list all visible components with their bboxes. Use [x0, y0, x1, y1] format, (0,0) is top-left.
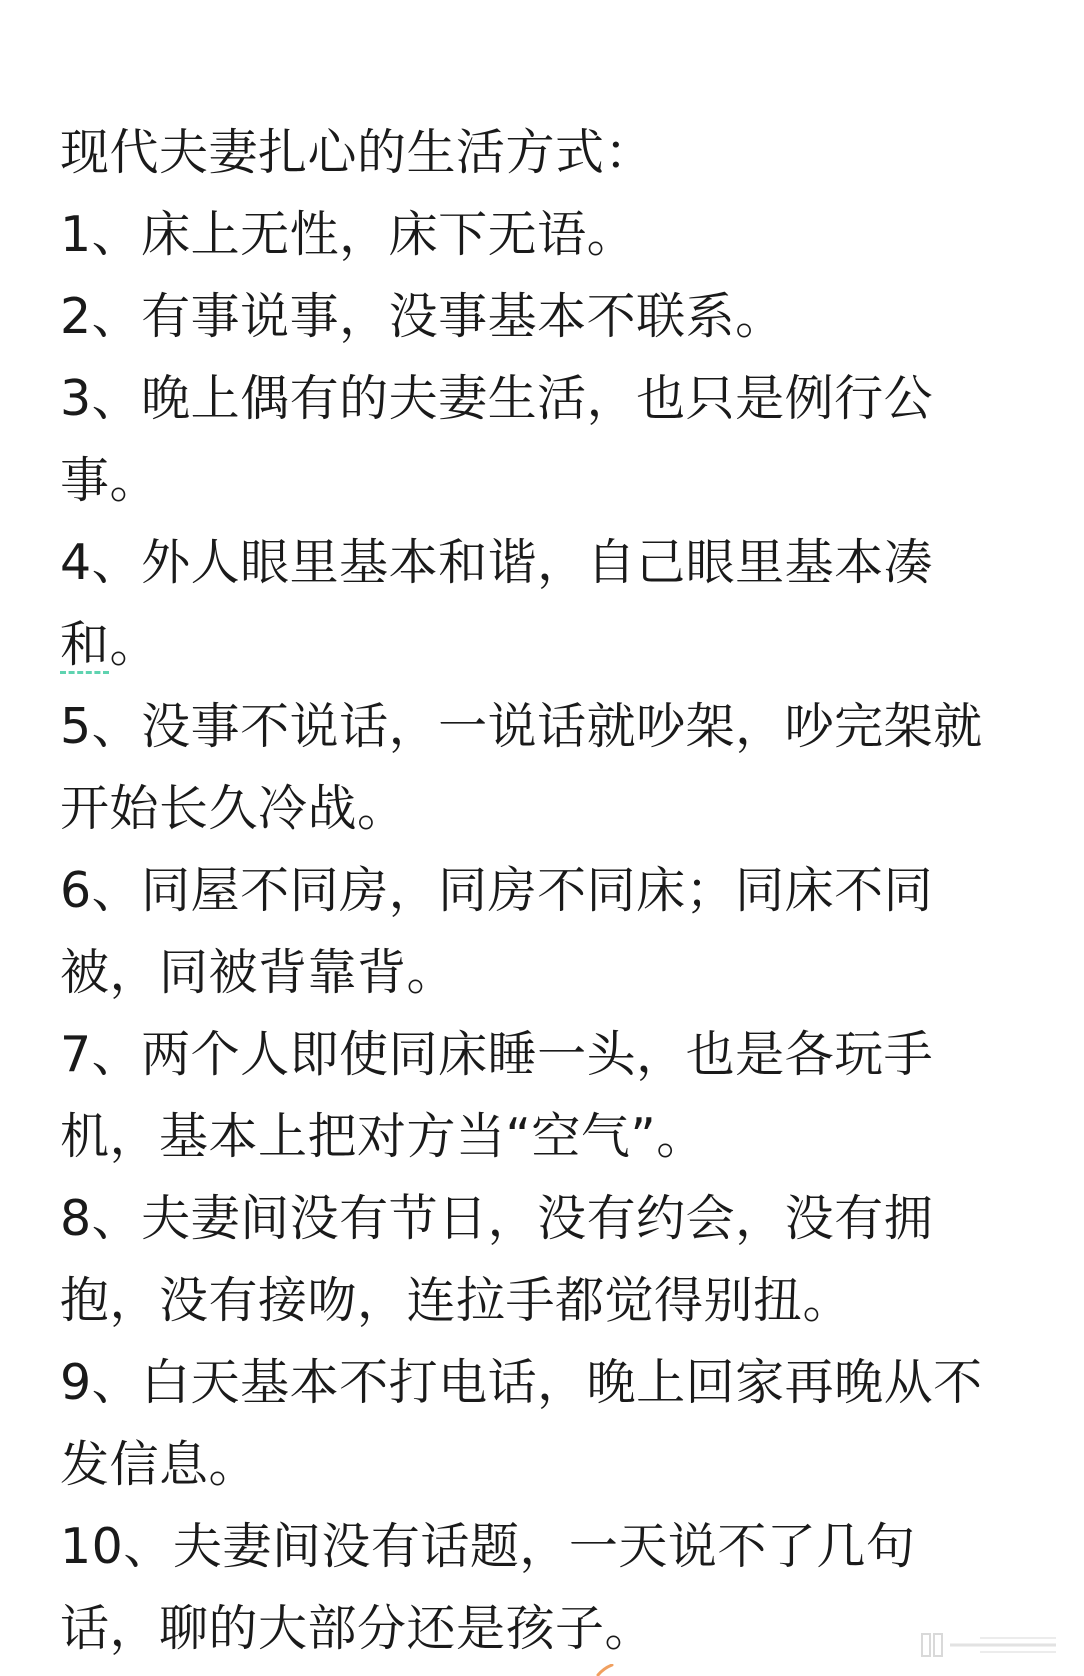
period: 。: [109, 616, 160, 673]
list-item: 7、两个人即使同床睡一头，也是各玩手: [60, 1026, 934, 1083]
list-item: 10、夫妻间没有话题，一天说不了几句: [60, 1518, 916, 1575]
list-item-continuation: 事。: [60, 452, 160, 509]
list-item: 4、外人眼里基本和谐，自己眼里基本凑: [60, 534, 934, 591]
list-item: 6、同屋不同房，同房不同床；同床不同: [60, 862, 934, 919]
list-item-continuation: [60, 604, 1020, 686]
list-item: 5、没事不说话，一说话就吵架，吵完架就: [60, 698, 983, 755]
underlined-word: 和: [60, 616, 110, 673]
list-item-continuation: 话，聊的大部分还是孩子。: [60, 1600, 655, 1657]
list-item: 2、有事说事，没事基本不联系。: [60, 288, 785, 345]
list-item-continuation: 开始长久冷战。: [60, 780, 407, 837]
list-item-continuation: 机，基本上把对方当“空气”。: [60, 1108, 706, 1165]
list-item: 3、晚上偶有的夫妻生活，也只是例行公: [60, 370, 934, 427]
document-body: [60, 112, 1020, 1670]
list-item-continuation: 发信息。: [60, 1436, 259, 1493]
list-item: 8、夫妻间没有节日，没有约会，没有拥: [60, 1190, 934, 1247]
list-item-continuation: 抱，没有接吻，连拉手都觉得别扭。: [60, 1272, 853, 1329]
document-title: 现代夫妻扎心的生活方式：: [60, 124, 655, 181]
list-item: 1、床上无性，床下无语。: [60, 206, 637, 263]
list-item-continuation: 被，同被背靠背。: [60, 944, 457, 1001]
orange-stroke-icon: [596, 1664, 616, 1676]
list-item: 9、白天基本不打电话，晚上回家再晚从不: [60, 1354, 983, 1411]
weibo-watermark-icon: [920, 1628, 1060, 1662]
